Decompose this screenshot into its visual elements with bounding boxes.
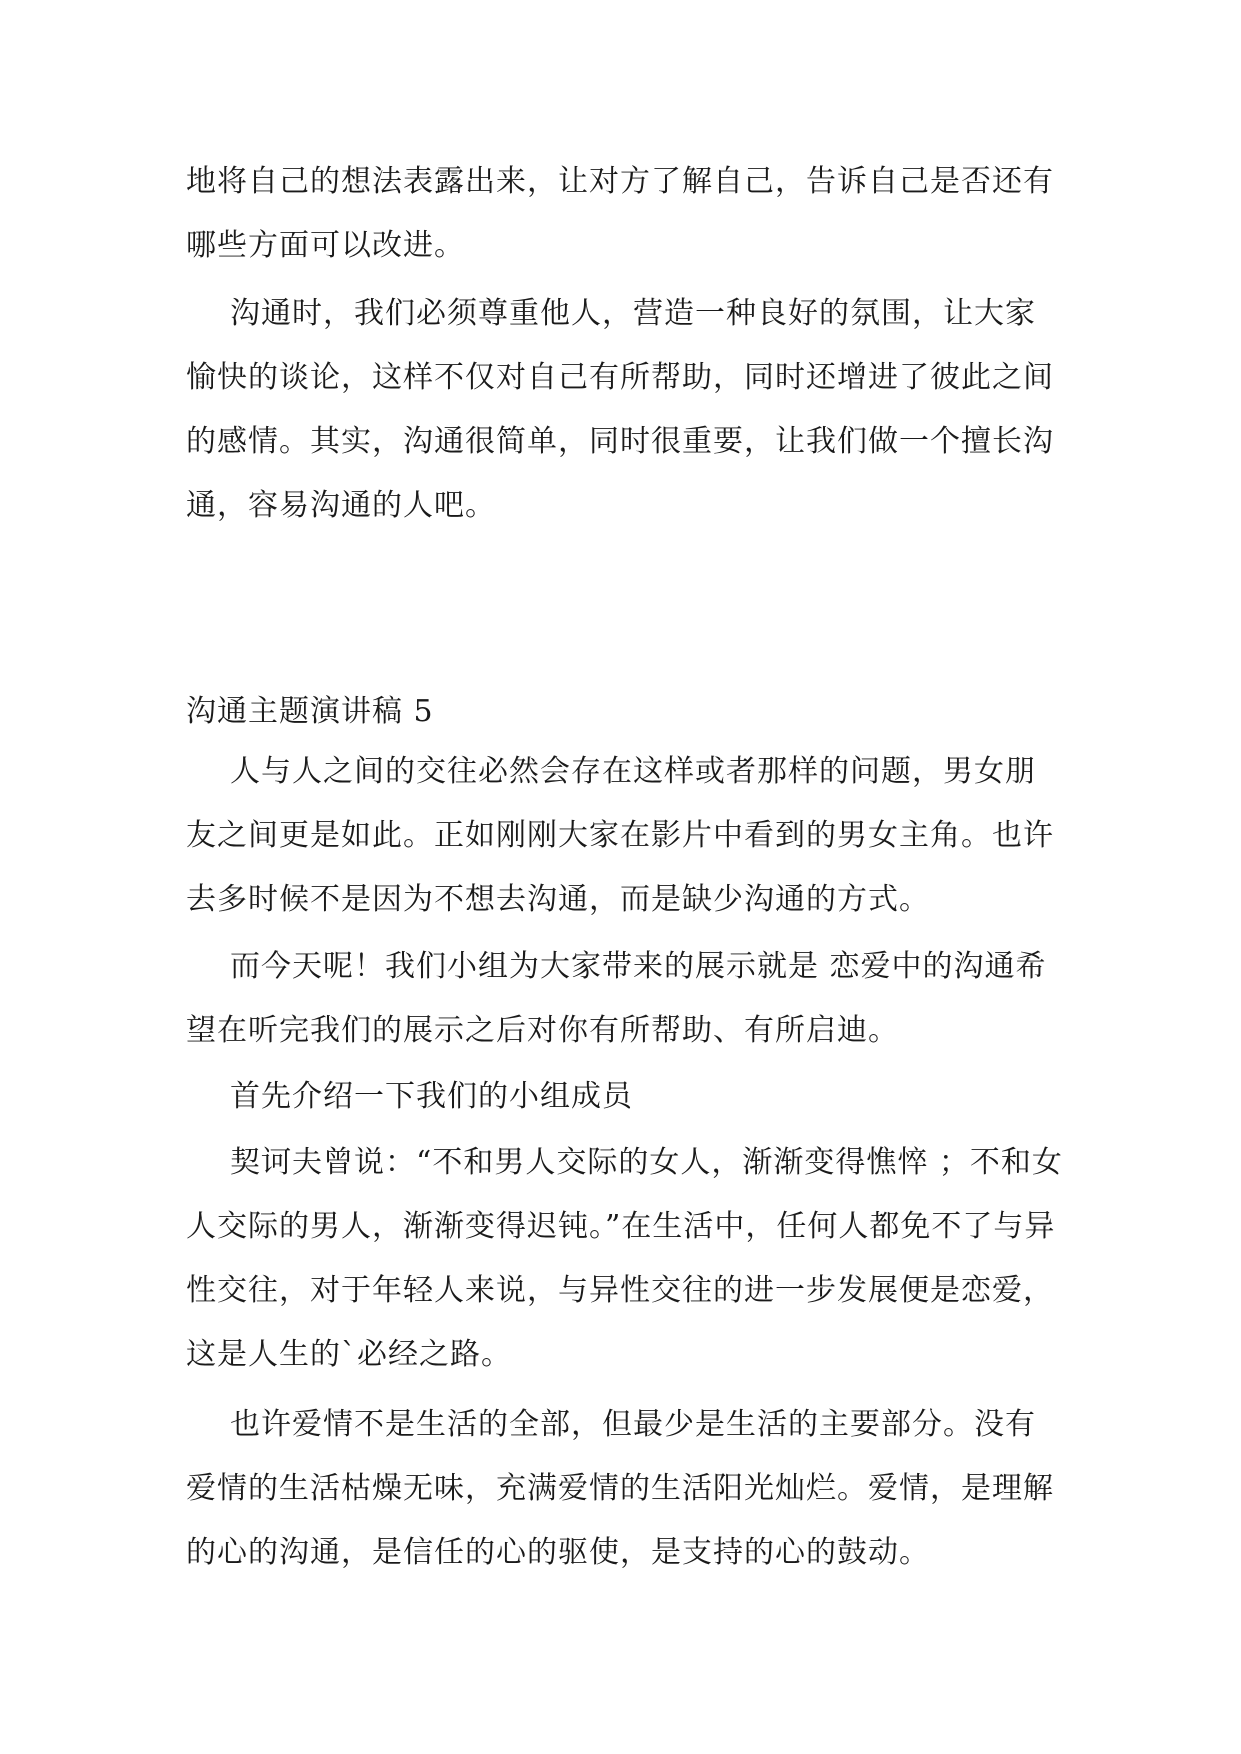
paragraph-communication-respect: 沟通时，我们必须尊重他人，营造一种良好的氛围，让大家愉快的谈论，这样不仅对自己有所帮助，同时还增进了彼此之间的感情。其实，沟通很简单，同时很重要，让我们做一个擅长沟通，容易沟通的人吧。	[186, 296, 1054, 523]
paragraph-presentation-intro: 而今天呢！我们小组为大家带来的展示就是 恋爱中的沟通希望在听完我们的展示之后对你有所帮助、有所启迪。	[186, 949, 1047, 1048]
paragraph-team-members: 首先介绍一下我们的小组成员	[230, 1079, 633, 1114]
paragraph-chekhov-quote: 契诃夫曾说：“不和男人交际的女人，渐渐变得憔悴 ；不和女人交际的男人，渐渐变得迟钝。”在生活中，任何人都免不了与异性交往，对于年轻人来说，与异性交往的进一步发展便是恋爱，这是人生的`必经之路。	[186, 1145, 1063, 1372]
paragraph-relationships: 人与人之间的交往必然会存在这样或者那样的问题，男女朋友之间更是如此。正如刚刚大家在影片中看到的男女主角。也许去多时候不是因为不想去沟通，而是缺少沟通的方式。	[186, 754, 1054, 917]
paragraph-love: 也许爱情不是生活的全部，但最少是生活的主要部分。没有爱情的生活枯燥无味，充满爱情的生活阳光灿烂。爱情，是理解的心的沟通，是信任的心的驱使，是支持的心的鼓动。	[186, 1407, 1054, 1570]
paragraph-continuation: 地将自己的想法表露出来，让对方了解自己，告诉自己是否还有哪些方面可以改进。	[186, 164, 1054, 263]
section-heading: 沟通主题演讲稿 5	[186, 694, 434, 729]
